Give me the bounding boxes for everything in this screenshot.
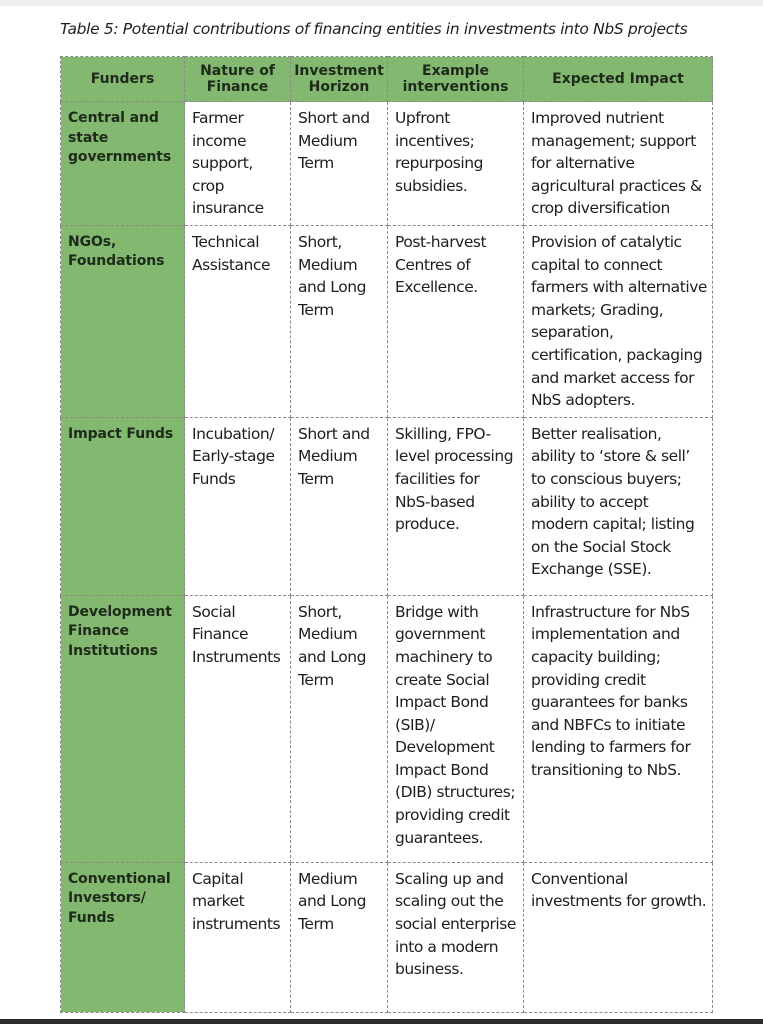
horizon-cell: Short and Medium Term [291, 102, 388, 226]
funder-cell: Impact Funds [61, 417, 185, 595]
impact-cell: Infrastructure for NbS implementation and capacity building; providing credit guarantees for banks and NBFCs to initiate lending to farmers for transitioning to NbS. [524, 595, 713, 862]
header-investment-horizon: Investment Horizon [291, 57, 388, 102]
header-example-interventions: Example interventions [388, 57, 524, 102]
horizon-cell: Short, Medium and Long Term [291, 225, 388, 417]
header-nature-of-finance: Nature of Finance [185, 57, 291, 102]
nature-cell: Capital market instruments [185, 862, 291, 1012]
nature-cell: Technical Assistance [185, 225, 291, 417]
impact-cell: Better realisation, ability to ‘store & sell’ to conscious buyers; ability to accept modern capital; listing on the Social Stock Exchange (SSE). [524, 417, 713, 595]
header-expected-impact: Expected Impact [524, 57, 713, 102]
examples-cell: Scaling up and scaling out the social enterprise into a modern business. [388, 862, 524, 1012]
top-edge-bar [0, 0, 763, 6]
header-funders: Funders [61, 57, 185, 102]
examples-cell: Bridge with government machinery to create Social Impact Bond (SIB)/ Development Impact Bond (DIB) structures; providing credit guarantees. [388, 595, 524, 862]
horizon-cell: Short, Medium and Long Term [291, 595, 388, 862]
nature-cell: Incubation/ Early-stage Funds [185, 417, 291, 595]
funder-cell: Central and state governments [61, 102, 185, 226]
table-caption: Table 5: Potential contributions of financing entities in investments into NbS projects [60, 20, 688, 38]
funder-cell: NGOs, Foundations [61, 225, 185, 417]
table-row [61, 225, 713, 417]
horizon-cell: Short and Medium Term [291, 417, 388, 595]
table-row [61, 595, 713, 862]
examples-cell: Post-harvest Centres of Excellence. [388, 225, 524, 417]
impact-cell: Conventional investments for growth. [524, 862, 713, 1012]
bottom-edge-bar [0, 1019, 763, 1024]
nature-cell: Farmer income support, crop insurance [185, 102, 291, 226]
funder-cell: Conventional Investors/ Funds [61, 862, 185, 1012]
table-row [61, 862, 713, 1012]
examples-cell: Skilling, FPO-level processing facilities for NbS-based produce. [388, 417, 524, 595]
impact-cell: Improved nutrient management; support for alternative agricultural practices & crop diversification [524, 102, 713, 226]
table-row [61, 102, 713, 226]
impact-cell: Provision of catalytic capital to connect farmers with alternative markets; Grading, separation, certification, packaging and market access for NbS adopters. [524, 225, 713, 417]
nature-cell: Social Finance Instruments [185, 595, 291, 862]
funder-cell: Development Finance Institutions [61, 595, 185, 862]
examples-cell: Upfront incentives; repurposing subsidies. [388, 102, 524, 226]
horizon-cell: Medium and Long Term [291, 862, 388, 1012]
table-header-row [61, 57, 713, 102]
financing-entities-table [60, 56, 713, 1013]
table-row [61, 417, 713, 595]
